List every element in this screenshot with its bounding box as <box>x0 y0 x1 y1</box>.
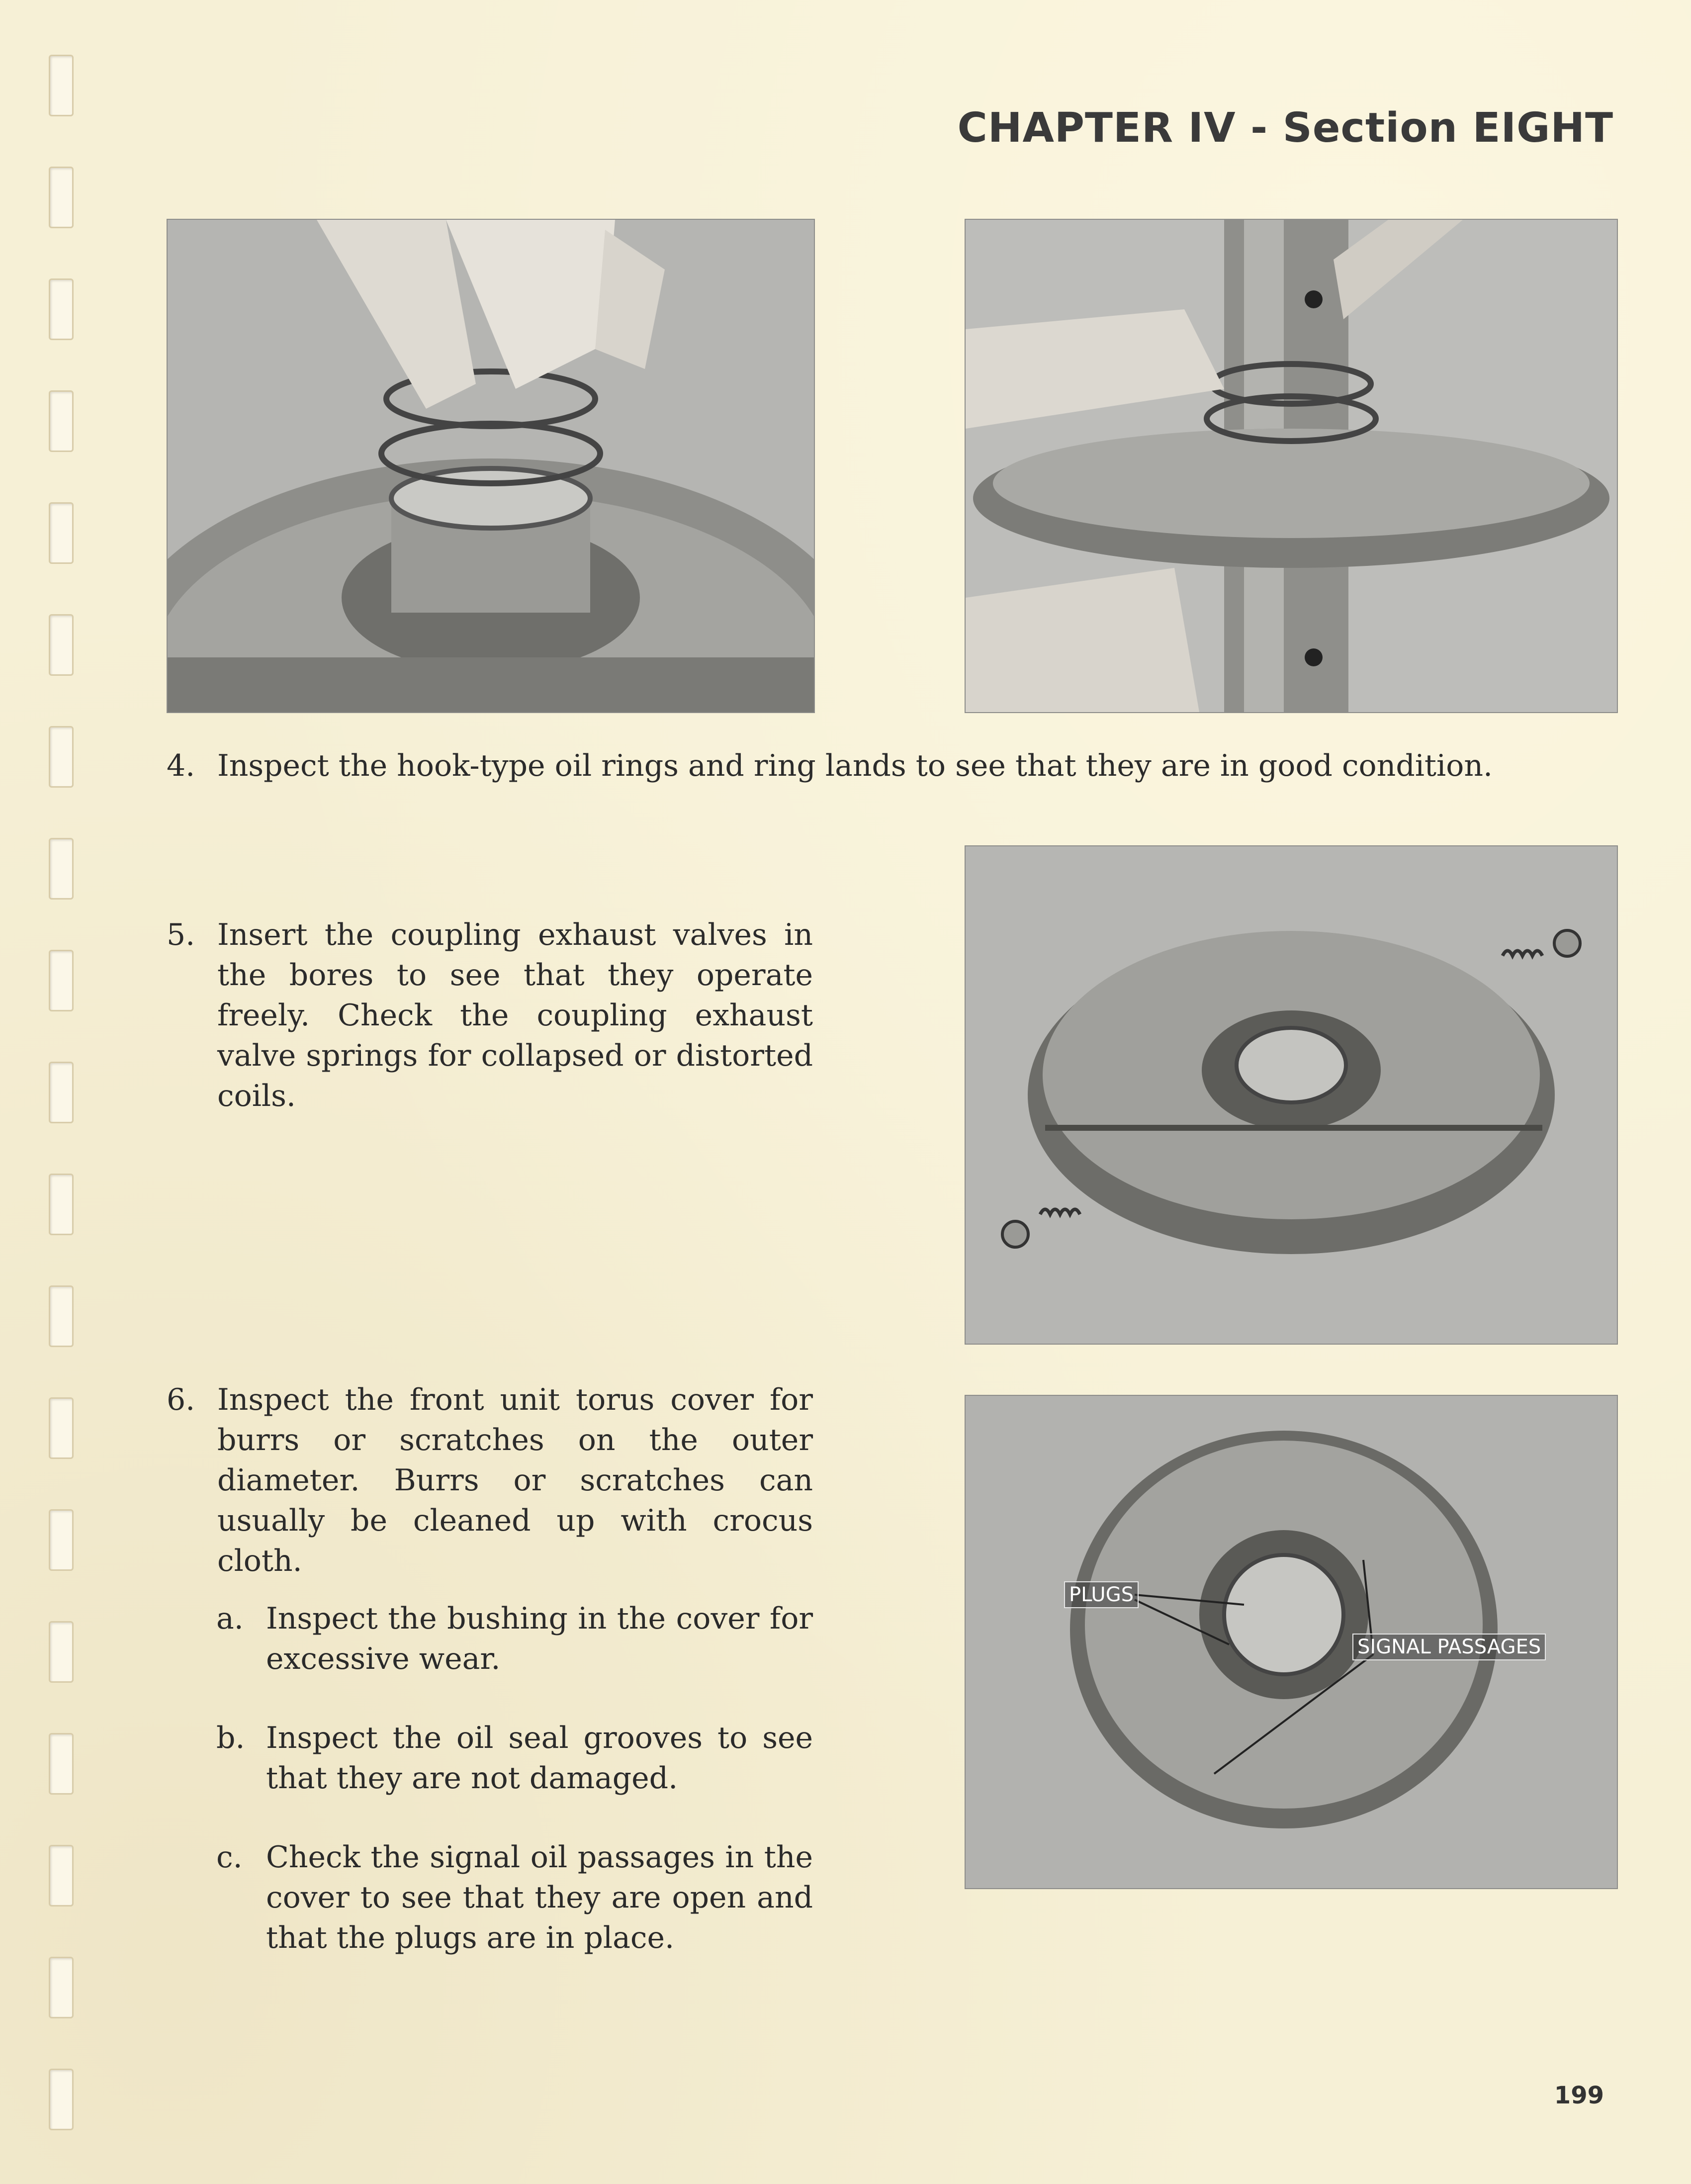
binding-hole <box>49 1733 74 1795</box>
step-text: Inspect the hook-type oil rings and ring lands to see that they are in good condition. <box>217 748 1493 783</box>
binding-hole <box>49 1397 74 1459</box>
binding-hole <box>49 278 74 340</box>
binding-hole <box>49 1174 74 1235</box>
substep-text: Check the signal oil passages in the cover to see that they are open and that the plugs are in place. <box>266 1840 813 1955</box>
binding-hole <box>49 55 74 116</box>
substep-text: Inspect the oil seal grooves to see that they are not damaged. <box>266 1721 813 1796</box>
step-text: Inspect the front unit torus cover for burrs or scratches on the outer diameter. Burrs or scratches can usually be cleaned up with crocus cloth. <box>217 1382 813 1578</box>
binding-hole <box>49 1509 74 1571</box>
binding-hole <box>49 726 74 788</box>
chapter-header: CHAPTER IV - Section EIGHT <box>957 104 1613 152</box>
page-number: 199 <box>1554 2082 1604 2109</box>
substep-letter: b. <box>216 1721 245 1755</box>
photo-oil-rings-install <box>167 219 815 713</box>
binding-hole <box>49 614 74 676</box>
binding-hole <box>49 1285 74 1347</box>
substep-b <box>216 1718 813 1799</box>
binding-hole <box>49 502 74 564</box>
step-4 <box>167 746 1616 786</box>
binding-hole <box>49 1845 74 1907</box>
binding-hole <box>49 1957 74 2018</box>
binding-hole <box>49 950 74 1011</box>
step-text: Insert the coupling exhaust valves in the bores to see that they operate freely. Check the coupling exhaust valve springs for collapsed or distorted coils. <box>217 917 813 1113</box>
binding-hole <box>49 390 74 452</box>
substep-letter: c. <box>216 1840 243 1875</box>
step-number: 6. <box>167 1382 195 1417</box>
step-5 <box>167 915 813 1116</box>
step-number: 5. <box>167 917 195 952</box>
substep-letter: a. <box>216 1601 244 1636</box>
plugs-label: PLUGS <box>1064 1581 1139 1608</box>
binding-hole <box>49 2069 74 2130</box>
step-6 <box>167 1380 813 1581</box>
signal-passages-label: SIGNAL PASSAGES <box>1352 1634 1546 1660</box>
photo-exhaust-valves <box>965 845 1618 1345</box>
binding-hole <box>49 838 74 900</box>
binding-hole <box>49 167 74 228</box>
substep-text: Inspect the bushing in the cover for excessive wear. <box>266 1601 813 1676</box>
substep-a <box>216 1599 813 1679</box>
substep-c <box>216 1837 813 1958</box>
binding-hole <box>49 1062 74 1123</box>
step-number: 4. <box>167 748 195 783</box>
binding-hole <box>49 1621 74 1683</box>
photo-shaft-torus <box>965 219 1618 713</box>
